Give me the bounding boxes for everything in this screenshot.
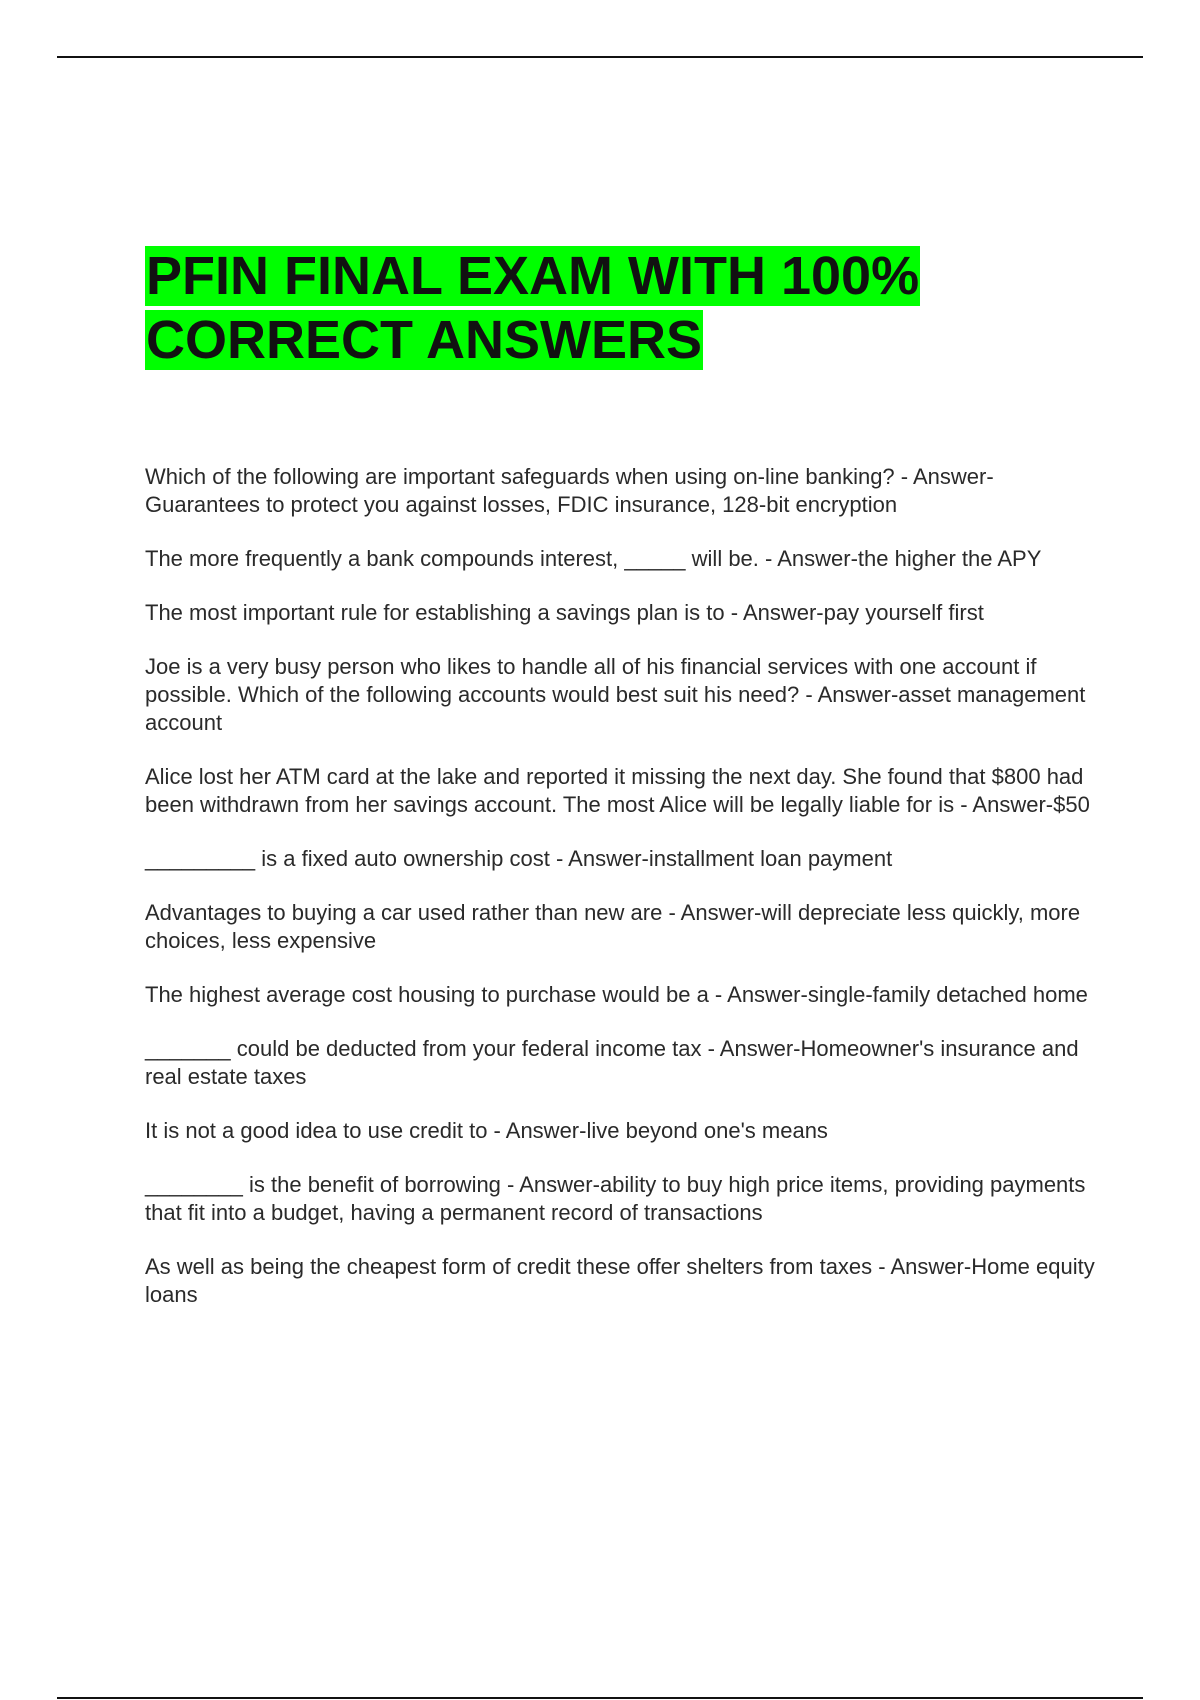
qa-item: The more frequently a bank compounds interest, _____ will be. - Answer-the higher the APY [145, 546, 1042, 571]
top-rule [57, 56, 1143, 58]
document-title [145, 244, 1045, 372]
qa-item: _______ could be deducted from your federal income tax - Answer-Homeowner's insurance and real estate taxes [145, 1036, 1079, 1089]
qa-list [145, 463, 1095, 1335]
qa-item: Advantages to buying a car used rather than new are - Answer-will depreciate less quickly, more choices, less expensive [145, 900, 1081, 953]
qa-item: _________ is a fixed auto ownership cost - Answer-installment loan payment [145, 846, 893, 871]
qa-item: Alice lost her ATM card at the lake and reported it missing the next day. She found that $800 had been withdrawn from her savings account. The most Alice will be legally liable for is - Answer-$50 [145, 764, 1090, 817]
qa-item: It is not a good idea to use credit to - Answer-live beyond one's means [145, 1118, 828, 1143]
qa-item: The most important rule for establishing a savings plan is to - Answer-pay yourself first [145, 600, 984, 625]
qa-item: As well as being the cheapest form of credit these offer shelters from taxes - Answer-Home equity loans [145, 1254, 1095, 1307]
qa-item: ________ is the benefit of borrowing - Answer-ability to buy high price items, providing payments that fit into a budget, having a permanent record of transactions [145, 1172, 1086, 1225]
qa-item: The highest average cost housing to purchase would be a - Answer-single-family detached home [145, 982, 1088, 1007]
bottom-rule [57, 1697, 1143, 1699]
title-highlight: PFIN FINAL EXAM WITH 100% CORRECT ANSWERS [146, 246, 920, 370]
qa-item: Joe is a very busy person who likes to handle all of his financial services with one account if possible. Which of the following accounts would best suit his need? - Answer-asset management account [145, 654, 1086, 735]
qa-item: Which of the following are important safeguards when using on-line banking? - Answer-Guarantees to protect you against losses, FDIC insurance, 128-bit encryption [145, 464, 994, 517]
